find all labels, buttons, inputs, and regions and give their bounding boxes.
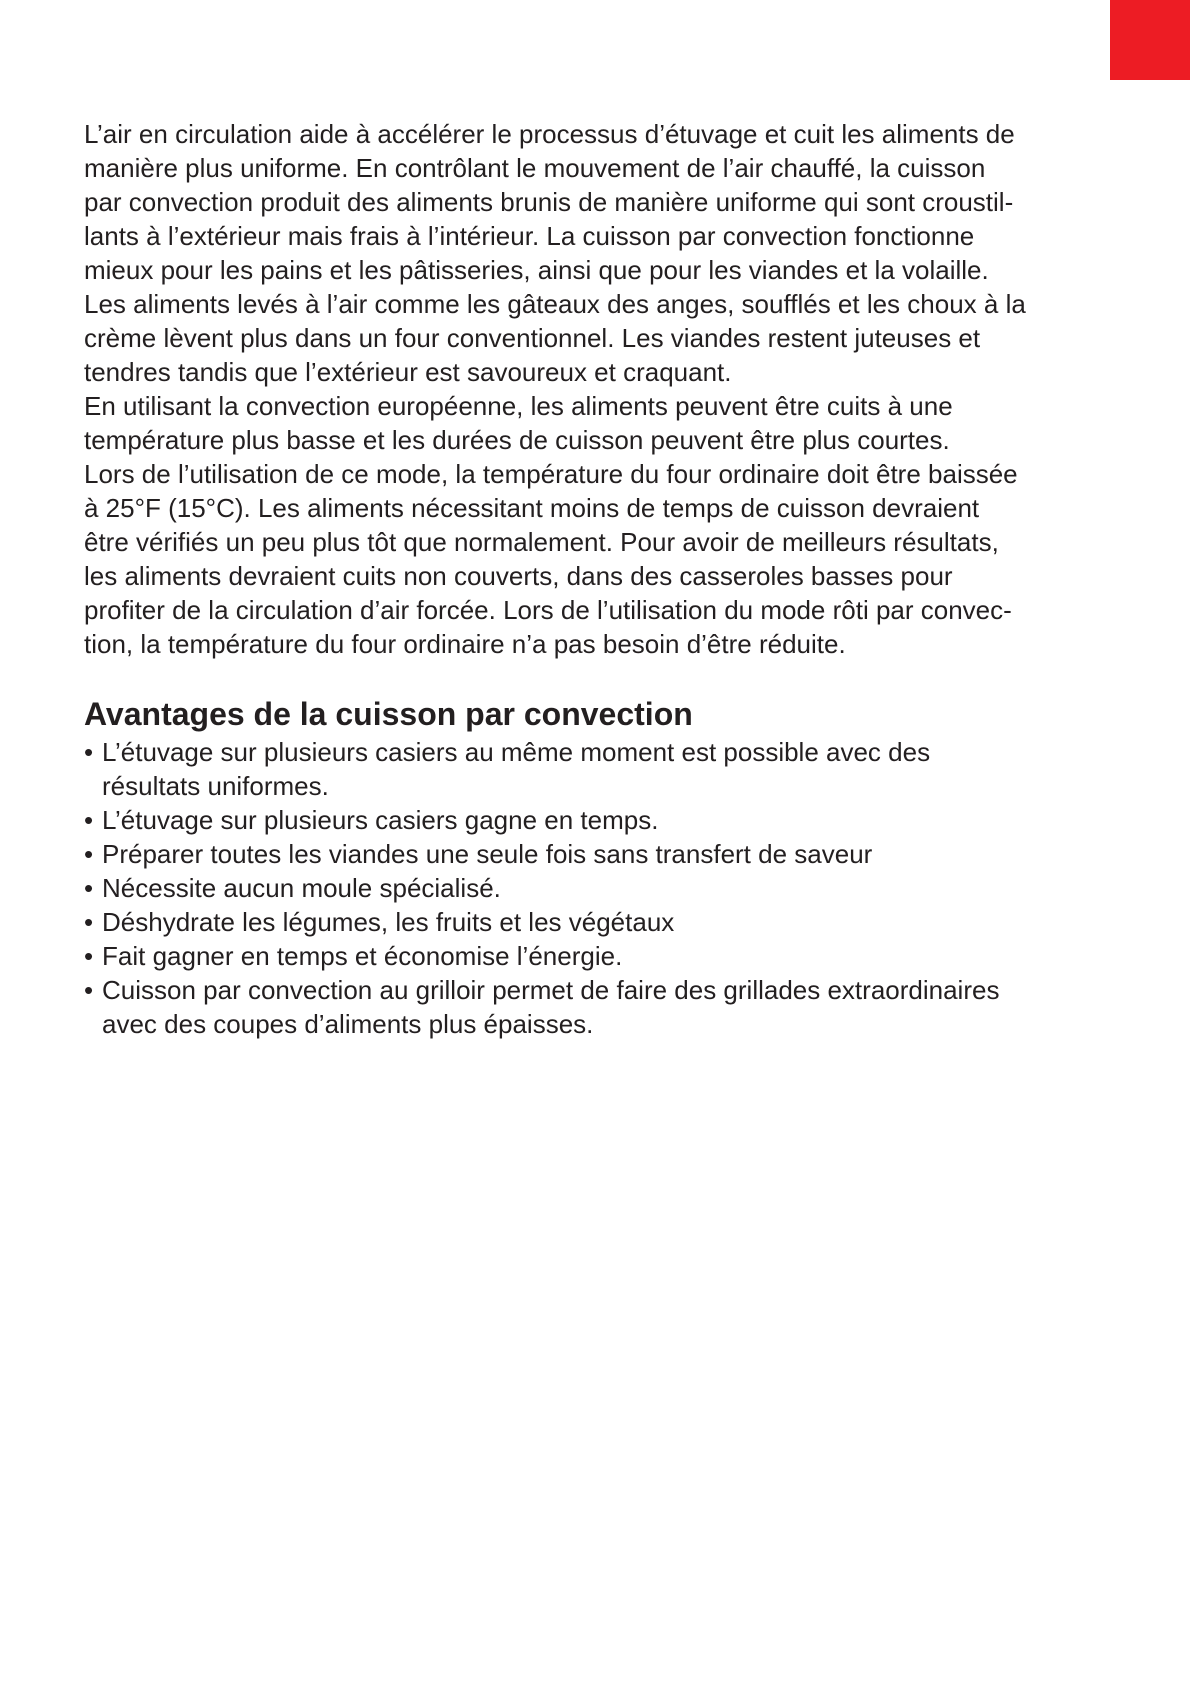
intro-line: Les aliments levés à l’air comme les gâteaux des anges, soufflés et les choux à la xyxy=(84,289,1026,319)
bullet-icon: • xyxy=(84,805,94,835)
intro-line: L’air en circulation aide à accélérer le processus d’étuvage et cuit les aliments de xyxy=(84,119,1015,149)
intro-line: à 25°F (15°C). Les aliments nécessitant moins de temps de cuisson devraient xyxy=(84,493,980,523)
intro-line: lants à l’extérieur mais frais à l’intérieur. La cuisson par convection fonctionne xyxy=(84,221,975,251)
bullet-icon: • xyxy=(84,737,94,767)
intro-line: profiter de la circulation d’air forcée. Lors de l’utilisation du mode rôti par convec- xyxy=(84,595,1012,625)
bullet-icon: • xyxy=(84,975,94,1005)
section-heading: Avantages de la cuisson par convection xyxy=(84,696,693,732)
list-item-line: Fait gagner en temps et économise l’énergie. xyxy=(102,941,623,971)
list-item xyxy=(84,803,1114,837)
list-item xyxy=(84,905,1114,939)
intro-line: En utilisant la convection européenne, les aliments peuvent être cuits à une xyxy=(84,391,953,421)
intro-text xyxy=(84,117,1114,661)
list-item-line: Déshydrate les légumes, les fruits et les végétaux xyxy=(102,907,675,937)
bullet-icon: • xyxy=(84,839,94,869)
intro-line: les aliments devraient cuits non couverts, dans des casseroles basses pour xyxy=(84,561,953,591)
bullet-icon: • xyxy=(84,873,94,903)
bullet-icon: • xyxy=(84,941,94,971)
page-content xyxy=(84,117,1114,1041)
list-item xyxy=(84,871,1114,905)
list-item-line: L’étuvage sur plusieurs casiers gagne en temps. xyxy=(102,805,659,835)
red-corner-tab xyxy=(1110,0,1190,80)
list-item xyxy=(84,837,1114,871)
advantages-list xyxy=(84,735,1114,1041)
list-item xyxy=(84,973,1114,1041)
list-item-line: Cuisson par convection au grilloir permet de faire des grillades extraordinaires xyxy=(102,975,1000,1005)
list-item xyxy=(84,735,1114,803)
intro-line: tion, la température du four ordinaire n’a pas besoin d’être réduite. xyxy=(84,629,846,659)
intro-line: par convection produit des aliments brunis de manière uniforme qui sont croustil- xyxy=(84,187,1014,217)
intro-line: tendres tandis que l’extérieur est savoureux et craquant. xyxy=(84,357,732,387)
list-item-line: L’étuvage sur plusieurs casiers au même moment est possible avec des xyxy=(102,737,931,767)
list-item-line: résultats uniformes. xyxy=(102,771,329,801)
intro-line: manière plus uniforme. En contrôlant le mouvement de l’air chauffé, la cuisson xyxy=(84,153,986,183)
intro-line: Lors de l’utilisation de ce mode, la température du four ordinaire doit être baissée xyxy=(84,459,1018,489)
list-item-line: avec des coupes d’aliments plus épaisses. xyxy=(102,1009,594,1039)
intro-line: être vérifiés un peu plus tôt que normalement. Pour avoir de meilleurs résultats, xyxy=(84,527,999,557)
bullet-icon: • xyxy=(84,907,94,937)
intro-line: température plus basse et les durées de cuisson peuvent être plus courtes. xyxy=(84,425,950,455)
list-item xyxy=(84,939,1114,973)
intro-line: crème lèvent plus dans un four conventionnel. Les viandes restent juteuses et xyxy=(84,323,981,353)
intro-line: mieux pour les pains et les pâtisseries, ainsi que pour les viandes et la volaille. xyxy=(84,255,989,285)
list-item-line: Préparer toutes les viandes une seule fois sans transfert de saveur xyxy=(102,839,873,869)
list-item-line: Nécessite aucun moule spécialisé. xyxy=(102,873,501,903)
